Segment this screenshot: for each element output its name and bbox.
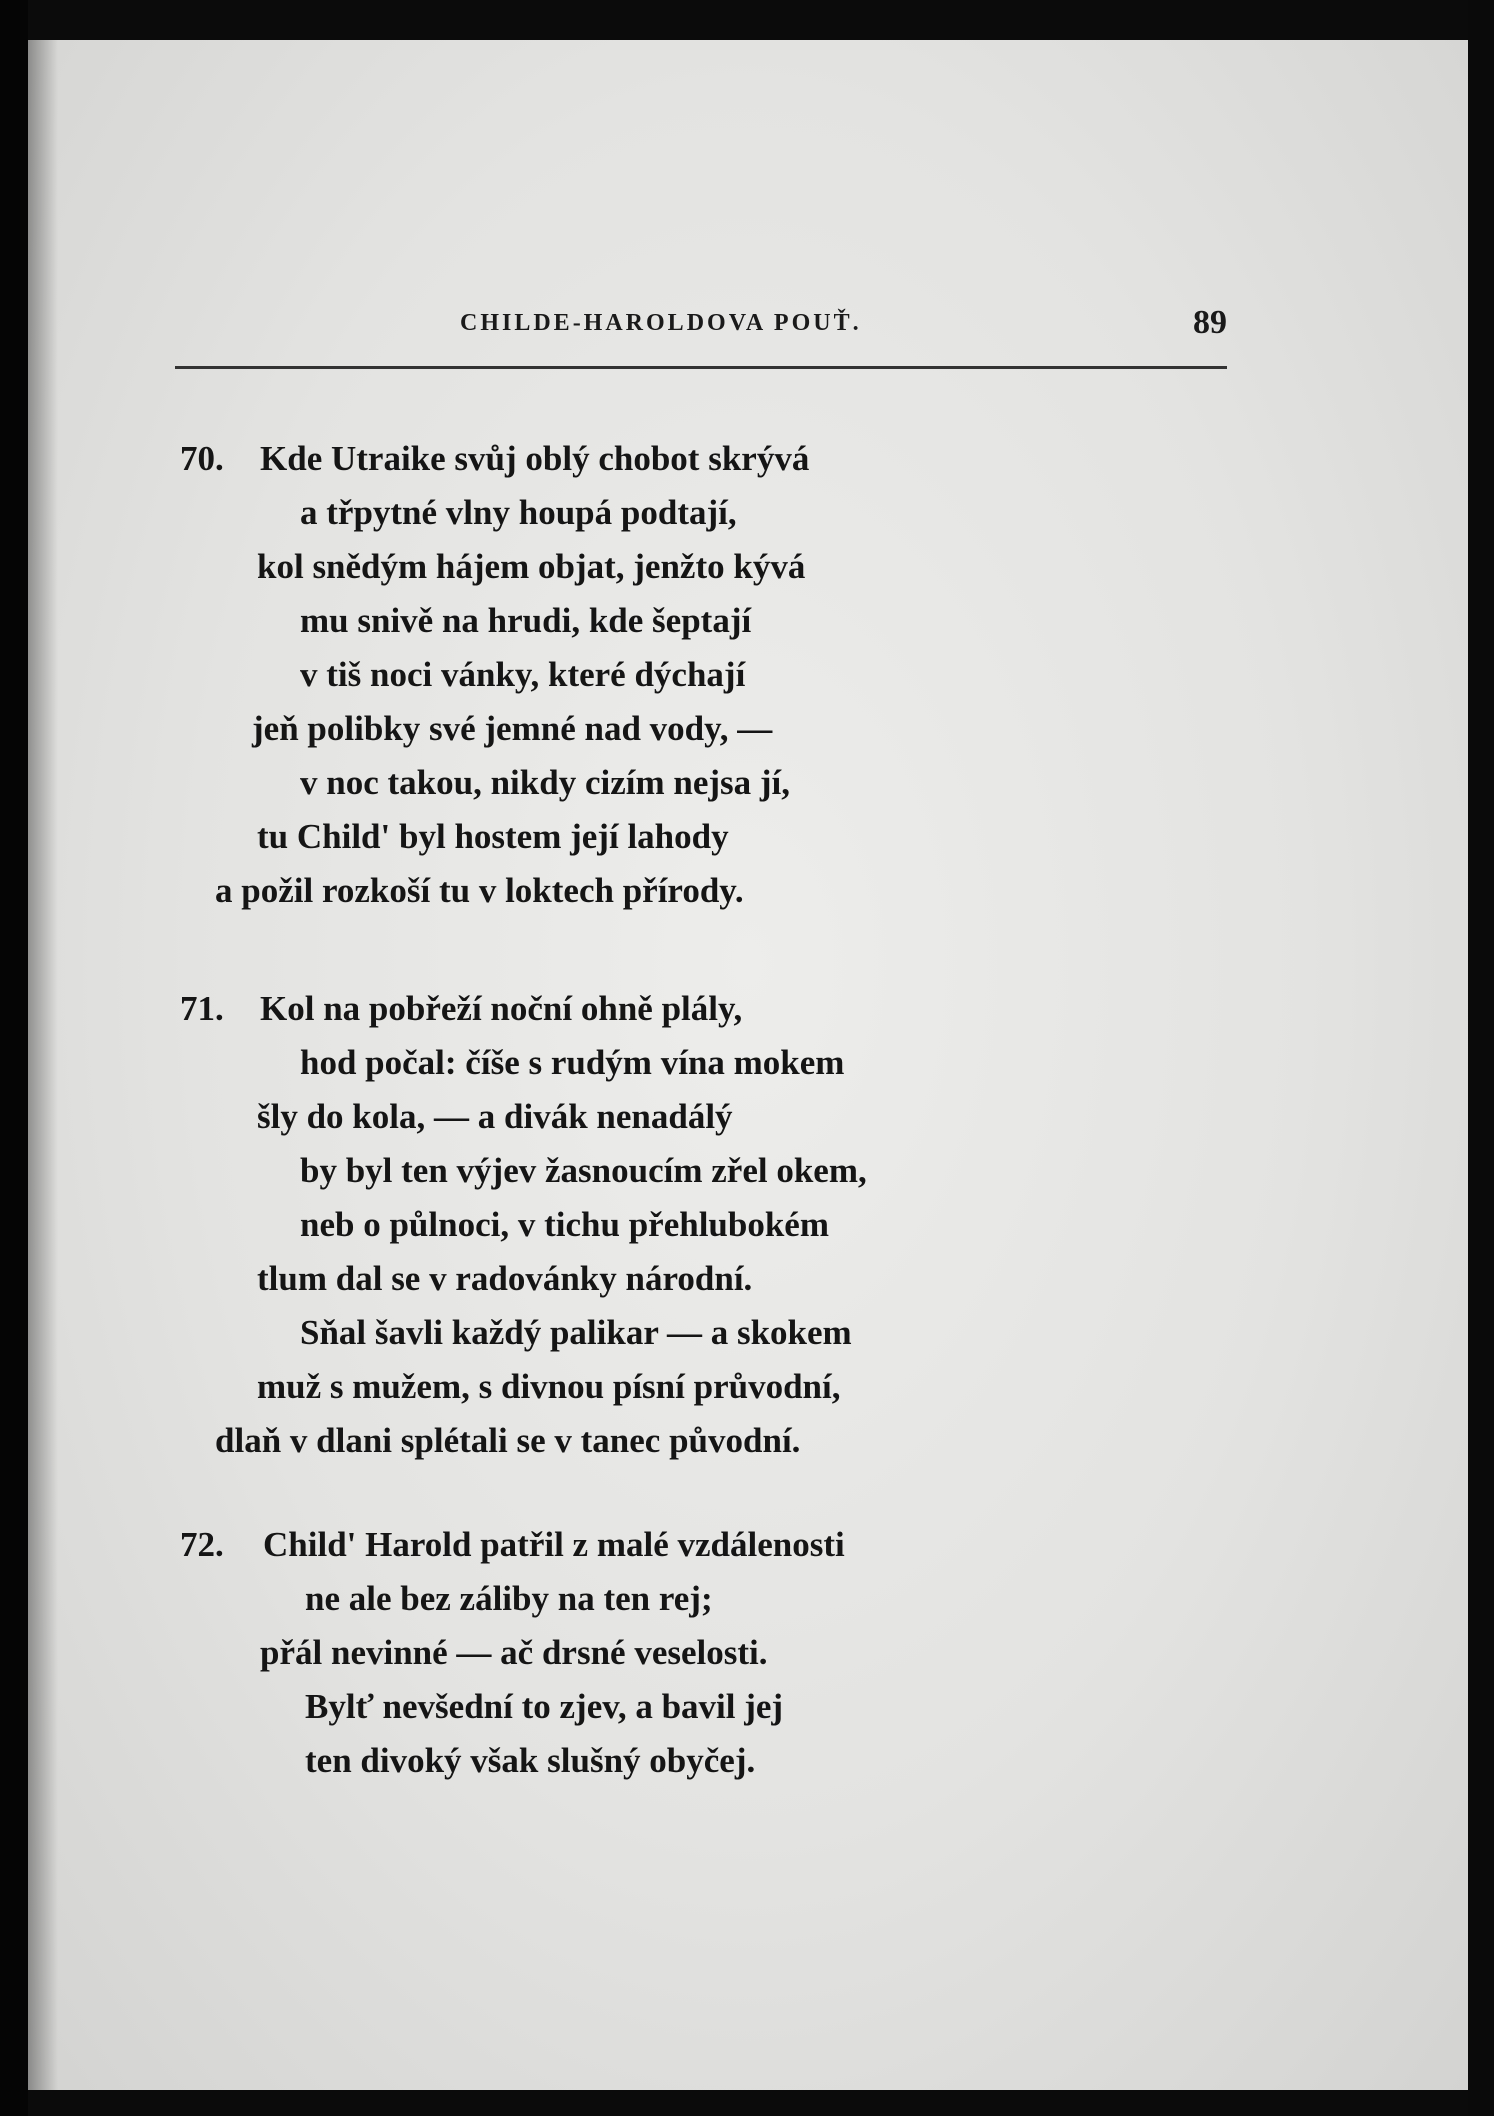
verse-line: jeň polibky své jemné nad vody, — (252, 709, 773, 748)
verse-line: hod počal: číše s rudým vína mokem (300, 1043, 845, 1082)
verse-line: mu snivě na hrudi, kde šeptají (300, 601, 752, 640)
page-header (175, 304, 1227, 360)
running-head: CHILDE-HAROLDOVA POUŤ. (460, 310, 862, 336)
verse-line: Kol na pobřeží noční ohně plály, (260, 989, 743, 1028)
gutter-shadow (28, 40, 58, 2090)
verse-line: ten divoký však slušný obyčej. (305, 1741, 756, 1780)
verse-line: Bylť nevšední to zjev, a bavil jej (305, 1687, 784, 1726)
verse-line: by byl ten výjev žasnoucím zřel okem, (300, 1151, 867, 1190)
verse-line: dlaň v dlani splétali se v tanec původní. (215, 1421, 801, 1460)
header-rule (175, 366, 1227, 369)
verse-line: šly do kola, — a divák nenadálý (257, 1097, 733, 1136)
stanza-number: 72. (180, 1525, 224, 1564)
verse-line: Child' Harold patřil z malé vzdálenosti (263, 1525, 845, 1564)
verse-line: Kde Utraike svůj oblý chobot skrývá (260, 439, 810, 478)
page-number: 89 (1193, 304, 1227, 341)
verse-line: neb o půlnoci, v tichu přehlubokém (300, 1205, 829, 1244)
verse-line: muž s mužem, s divnou písní průvodní, (257, 1367, 841, 1406)
verse-line: přál nevinné — ač drsné veselosti. (260, 1633, 768, 1672)
verse-line: v tiš noci vánky, které dýchají (300, 655, 746, 694)
verse-line: Sňal šavli každý palikar — a skokem (300, 1313, 852, 1352)
verse-line: v noc takou, nikdy cizím nejsa jí, (300, 763, 791, 802)
verse-line: a požil rozkoší tu v loktech přírody. (215, 871, 744, 910)
verse-line: a třpytné vlny houpá podtají, (300, 493, 737, 532)
verse-line: ne ale bez záliby na ten rej; (305, 1579, 713, 1618)
verse-line: tlum dal se v radovánky národní. (257, 1259, 753, 1298)
stanza-number: 70. (180, 439, 224, 478)
book-spine-shadow (0, 0, 28, 2116)
page-edge (1468, 0, 1494, 2116)
verse-line: kol snědým hájem objat, jenžto kývá (257, 547, 806, 586)
verse-line: tu Child' byl hostem její lahody (257, 817, 729, 856)
stanza-number: 71. (180, 989, 224, 1028)
